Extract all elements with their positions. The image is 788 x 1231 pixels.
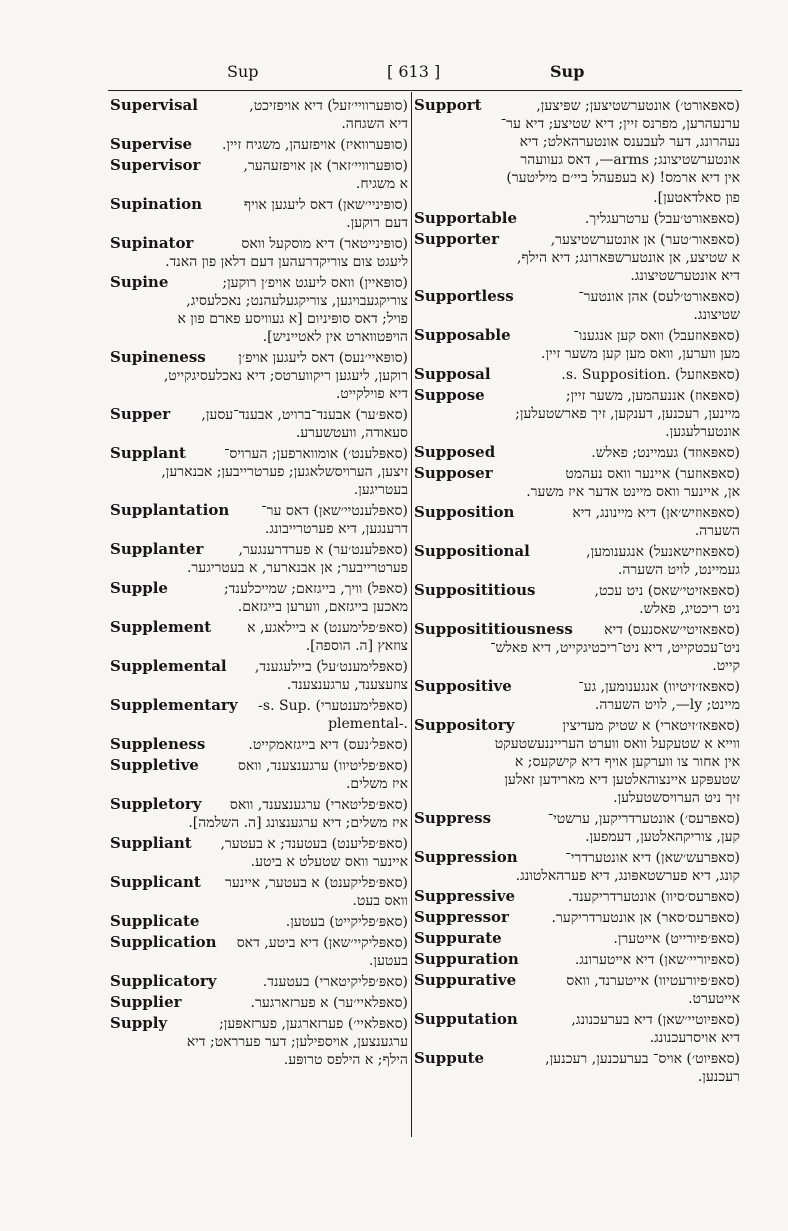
pronunciation-definition: (סאפּיוריי׳שאן) דיא אייטערונג. bbox=[574, 952, 740, 968]
definition-line: בעטריגען. bbox=[353, 482, 408, 498]
definition-line: הילף; א הילפס טרופּע. bbox=[283, 1052, 408, 1068]
definition-line: אין דיא ארמס! (א בעפעהל ביי׳ם מיליטער) bbox=[506, 170, 740, 186]
dictionary-entry bbox=[414, 809, 740, 846]
pronunciation-definition: (סופּיניי׳שאן) דאס ליעגען אויף bbox=[243, 197, 408, 213]
dictionary-entry bbox=[110, 540, 408, 577]
dictionary-entry bbox=[110, 618, 408, 655]
headword: Suppository bbox=[414, 716, 515, 734]
headword: Supinator bbox=[110, 234, 194, 252]
entry-head bbox=[110, 972, 408, 991]
pronunciation-definition: (סופּערוואיז) אויפזעהן, משגיח זיין. bbox=[221, 137, 408, 153]
pronunciation-definition: (סאפּאורט׳לעס) אהן אונטער־ bbox=[578, 289, 740, 305]
entry-head bbox=[414, 950, 740, 969]
entry-head bbox=[110, 234, 408, 253]
dictionary-entry bbox=[110, 348, 408, 403]
dictionary-entry bbox=[110, 405, 408, 442]
pronunciation-definition: (סאפּאורט׳עבל) ערטרעגליך. bbox=[584, 211, 740, 227]
headword: Supplicate bbox=[110, 912, 200, 930]
definition-line: ניט־עכטקייט, דיא ניט־ריכטיגקייט, דיא פאלש־ bbox=[490, 640, 740, 656]
pronunciation-definition: (סאפּלאיי׳) פערזארגען, פערזאפּען; bbox=[219, 1016, 408, 1032]
pronunciation-definition: (סאפּאזיטי׳שאס) ניט עכט, bbox=[594, 583, 740, 599]
entry-head bbox=[110, 873, 408, 892]
entry-head bbox=[414, 542, 740, 561]
dictionary-entry bbox=[110, 657, 408, 694]
pronunciation-definition: (סאפּ׳פליענט) בעטענד; א בעטער, bbox=[220, 836, 408, 852]
definition-line: אונטערלעגען. bbox=[665, 424, 740, 440]
pronunciation-definition: (סאפּאוזער) איינער וואס נעהמט bbox=[565, 466, 740, 482]
pronunciation-definition: (סאפּאוזיש׳אן) דיא מיינונג, דיא bbox=[572, 505, 740, 521]
definition-line: איז משלים; דיא ערגענצונג [ה. השלמה]. bbox=[188, 815, 408, 831]
dictionary-entry bbox=[414, 503, 740, 540]
right-column bbox=[414, 96, 740, 1136]
headword: Supervisor bbox=[110, 156, 201, 174]
definition-line: ליעגט צום צוריקדרעהען דעם דלאן פון האנד. bbox=[165, 254, 408, 270]
pronunciation-definition: (סאפּאוזישאנעל) אנגענומען, bbox=[586, 544, 740, 560]
headword: Suppressor bbox=[414, 908, 509, 926]
pronunciation-definition: (סאפּאזיטי׳שאסנעס) דיא bbox=[604, 622, 740, 638]
headword: Supplicant bbox=[110, 873, 201, 891]
entry-head bbox=[110, 735, 408, 754]
entry-head bbox=[110, 405, 408, 424]
headword: Supplemental bbox=[110, 657, 227, 675]
definition-line: פון סאלדאטען]. bbox=[653, 190, 740, 206]
dictionary-entry bbox=[414, 971, 740, 1008]
header-left-guide-word: Sup bbox=[227, 62, 259, 81]
headword: Supper bbox=[110, 405, 171, 423]
dictionary-entry bbox=[414, 209, 740, 228]
definition-line: פויל; דאס סופּיניום [א געוויסע פארם פון א bbox=[177, 311, 408, 327]
headword: Suppression bbox=[414, 848, 518, 866]
definition-line: קייט. bbox=[712, 658, 740, 674]
entry-head bbox=[414, 443, 740, 462]
pronunciation-definition: (סאפּרעש׳שאן) דיא אונטערדרי־ bbox=[565, 850, 740, 866]
entry-head bbox=[110, 933, 408, 952]
definition-line: מען ווערען, וואס מען קען משער זיין. bbox=[541, 346, 740, 362]
dictionary-entry bbox=[110, 1014, 408, 1069]
headword: Supervisal bbox=[110, 96, 198, 114]
pronunciation-definition: (סאפּליקיי׳שאן) דיא ביטע, דאס bbox=[236, 935, 408, 951]
entry-head bbox=[414, 209, 740, 228]
entry-head bbox=[110, 273, 408, 292]
definition-line: דיא השגחה. bbox=[341, 116, 408, 132]
headword: Supine bbox=[110, 273, 169, 291]
entry-head bbox=[110, 96, 408, 115]
definition-line: רעכנען. bbox=[697, 1069, 740, 1085]
column-divider bbox=[411, 92, 412, 1137]
headword: Supposition bbox=[414, 503, 515, 521]
definition-line: הויפּטווארט אין לאטייניש]. bbox=[262, 329, 408, 345]
definition-line: ווייא א שטעקעל וואס ווערט הערייננעשטעקט bbox=[494, 736, 740, 752]
entry-head bbox=[110, 348, 408, 367]
headword: Suppositional bbox=[414, 542, 530, 560]
dictionary-entry bbox=[110, 972, 408, 991]
headword: Suppositive bbox=[414, 677, 512, 695]
headword: Supplantation bbox=[110, 501, 230, 519]
headword: Suppressive bbox=[414, 887, 516, 905]
header-rule bbox=[108, 90, 742, 91]
definition-line: וואס בעט. bbox=[352, 893, 408, 909]
page-number: [ 613 ] bbox=[387, 62, 441, 81]
definition-line: סעאודה, וועטשערע. bbox=[295, 425, 408, 441]
entry-head bbox=[110, 795, 408, 814]
headword: Suppurative bbox=[414, 971, 517, 989]
dictionary-entry bbox=[110, 795, 408, 832]
headword: Supineness bbox=[110, 348, 206, 366]
entry-head bbox=[414, 326, 740, 345]
dictionary-entry bbox=[414, 950, 740, 969]
headword: Supplementary bbox=[110, 696, 238, 714]
definition-line: דיא אונטערשטיצונג. bbox=[630, 268, 740, 284]
definition-line: מאכען בייגזאם, ווערען בייגזאם. bbox=[237, 599, 408, 615]
pronunciation-definition: (סאפּיוטיי׳שאן) דיא בערעכנונג, bbox=[571, 1012, 740, 1028]
dictionary-entry bbox=[110, 195, 408, 232]
pronunciation-definition: (סאפּ׳פליקיטארי) בעטענד. bbox=[262, 974, 408, 990]
entry-head bbox=[414, 96, 740, 115]
dictionary-entry bbox=[110, 501, 408, 538]
definition-line: פערטרייבער; אן אבנארער, א בעטריגער. bbox=[186, 560, 408, 576]
definition-line: איז משלים. bbox=[345, 776, 408, 792]
headword: Supplanter bbox=[110, 540, 204, 558]
entry-head bbox=[414, 464, 740, 483]
entry-head bbox=[414, 1010, 740, 1029]
pronunciation-definition: (סאפּ׳ער) אבענד־ברויט, אבענד־עסען, bbox=[201, 407, 408, 423]
entry-head bbox=[414, 581, 740, 600]
pronunciation-definition: (סאפּאורט׳) אונטערשטיצען; שפּיצען, bbox=[536, 98, 740, 114]
pronunciation-definition: (סאפּיוט׳) אויס־ בערעכנען, רעכנען, bbox=[545, 1051, 740, 1067]
headword: Suppletive bbox=[110, 756, 199, 774]
entry-head bbox=[414, 503, 740, 522]
pronunciation-definition: (סאפּאז׳זיטיוו) אנגענומען, גע־ bbox=[578, 679, 740, 695]
entry-head bbox=[414, 287, 740, 306]
dictionary-entry bbox=[110, 579, 408, 616]
headword: Suppletory bbox=[110, 795, 202, 813]
entry-head bbox=[110, 501, 408, 520]
headword: Suppliant bbox=[110, 834, 192, 852]
definition-line: אן, איינער וואס מיינט אדער איז משער. bbox=[526, 484, 740, 500]
entry-head bbox=[110, 696, 408, 715]
entry-head bbox=[414, 677, 740, 696]
headword: Supposer bbox=[414, 464, 493, 482]
entry-head bbox=[110, 444, 408, 463]
definition-line: מיינט; ly—, לויט השערה. bbox=[594, 697, 740, 713]
headword: Supination bbox=[110, 195, 203, 213]
entry-head bbox=[414, 887, 740, 906]
entry-head bbox=[110, 912, 408, 931]
dictionary-entry bbox=[110, 993, 408, 1012]
pronunciation-definition: (סאפּרעס׳סאר) אן אונטערדריקער. bbox=[551, 910, 740, 926]
entry-head bbox=[110, 195, 408, 214]
dictionary-entry bbox=[414, 386, 740, 441]
pronunciation-definition: (סאפּלענטיי׳שאן) דאס ער־ bbox=[261, 503, 408, 519]
definition-line: נעהרונג, דער לעבענס אונטערהאלט; דיא bbox=[519, 134, 740, 150]
definition-line: רוקען, ליעגען ריקווערטס; דיא נאכלעסיגקייט, bbox=[163, 368, 408, 384]
dictionary-entry bbox=[414, 96, 740, 187]
dictionary-entry bbox=[110, 696, 408, 733]
definition-line: צוזעצענד, ערגענצענד. bbox=[286, 677, 408, 693]
headword: Supportless bbox=[414, 287, 514, 305]
headword: Suppress bbox=[414, 809, 492, 827]
dictionary-entry bbox=[414, 677, 740, 714]
pronunciation-definition: (סאפּרעס׳סיוו) אונטערדריקענד. bbox=[567, 889, 740, 905]
pronunciation-definition: (סאפּלענט׳) אומווארפען; הערויס־ bbox=[224, 446, 408, 462]
pronunciation-definition: (סאפּ׳פליטיוו) ערגענצענד, וואס bbox=[237, 758, 408, 774]
page-header bbox=[112, 60, 740, 90]
dictionary-entry bbox=[110, 135, 408, 154]
definition-line: אייטערט. bbox=[688, 991, 740, 1007]
entry-head bbox=[110, 579, 408, 598]
entry-head bbox=[414, 809, 740, 828]
dictionary-entry bbox=[414, 716, 740, 807]
dictionary-entry bbox=[414, 443, 740, 462]
pronunciation-definition: (סאפּל׳נעס) דיא בייגזאמקייט. bbox=[248, 737, 408, 753]
dictionary-entry bbox=[414, 365, 740, 384]
dictionary-entry bbox=[110, 933, 408, 970]
entry-head bbox=[414, 716, 740, 735]
definition-line: מיינען, רעכנען, דענקען, זיך פארשטעלען; bbox=[515, 406, 740, 422]
headword: Suppute bbox=[414, 1049, 485, 1067]
entry-head bbox=[414, 365, 740, 384]
headword: Supposable bbox=[414, 326, 511, 344]
pronunciation-definition: (סופּאיין) וואס ליעגט אויפ׳ן רוקען; bbox=[222, 275, 408, 291]
definition-line: שטיצונג. bbox=[693, 307, 740, 323]
headword: Supposed bbox=[414, 443, 496, 461]
headword: Supporter bbox=[414, 230, 499, 248]
entry-head bbox=[110, 1014, 408, 1033]
entry-head bbox=[414, 908, 740, 927]
dictionary-entry bbox=[414, 848, 740, 885]
dictionary-entry bbox=[110, 873, 408, 910]
entry-head bbox=[414, 386, 740, 405]
pronunciation-definition: (סאפּל) וויך, בייגזאם; שמייכלענד; bbox=[223, 581, 408, 597]
headword: Supportable bbox=[414, 209, 518, 227]
entry-head bbox=[110, 618, 408, 637]
definition-line: א משגיח. bbox=[355, 176, 408, 192]
definition-line: אין אחור צו ווערקען אויף דיא קישקעס; א bbox=[514, 754, 740, 770]
dictionary-entry bbox=[414, 464, 740, 501]
entry-head bbox=[414, 1049, 740, 1068]
definition-line: צוזאץ [ה. הוספה]. bbox=[305, 638, 408, 654]
headword: Supplement bbox=[110, 618, 212, 636]
definition-line: דעם רוקען. bbox=[346, 215, 408, 231]
entry-head bbox=[110, 540, 408, 559]
dictionary-entry bbox=[414, 542, 740, 579]
entry-head bbox=[110, 135, 408, 154]
pronunciation-definition: (סופּאיי׳נעס) דאס ליעגען אויפ׳ן bbox=[238, 350, 408, 366]
dictionary-entry bbox=[414, 620, 740, 675]
pronunciation-definition: (סופּערוויי׳זאר) אן אויפזעהער, bbox=[243, 158, 408, 174]
left-column bbox=[110, 96, 408, 1136]
dictionary-entry bbox=[414, 230, 740, 285]
definition-line: ניט ריכטיג, פאלש. bbox=[639, 601, 740, 617]
pronunciation-definition: (סאפּאז׳זיטארי) א שטיק מעדיצין bbox=[562, 718, 740, 734]
entry-head bbox=[110, 993, 408, 1012]
entry-head bbox=[414, 971, 740, 990]
headword: Supervise bbox=[110, 135, 193, 153]
dictionary-entry bbox=[110, 96, 408, 133]
dictionary-entry bbox=[414, 887, 740, 906]
headword: Supputation bbox=[414, 1010, 518, 1028]
entry-head bbox=[110, 756, 408, 775]
pronunciation-definition: (סאפּאוזד) געמיינט; פאלש. bbox=[591, 445, 740, 461]
definition-line: געמיינט, לויט השערה. bbox=[617, 562, 740, 578]
definition-line: ערגענצען, אויספילען; דער פערראט; דיא bbox=[186, 1034, 408, 1050]
pronunciation-definition: (סאפּלימענטערי) .s. Sup- bbox=[258, 698, 408, 714]
dictionary-entry bbox=[110, 234, 408, 271]
definition-line: זיך ניט הערויסשטעלען. bbox=[613, 790, 740, 806]
dictionary-entry bbox=[110, 834, 408, 871]
entry-head bbox=[110, 834, 408, 853]
dictionary-entry bbox=[110, 735, 408, 754]
definition-line: א שטיצע, אן אונטערשפּארונג; דיא הילף, bbox=[517, 250, 740, 266]
dictionary-entry bbox=[110, 273, 408, 346]
entry-head bbox=[414, 848, 740, 867]
headword: Suppuration bbox=[414, 950, 519, 968]
header-right-guide-word: Sup bbox=[550, 62, 585, 81]
headword: Suppurate bbox=[414, 929, 502, 947]
definition-line: דרענגען, דיא פערטרייבונג. bbox=[264, 521, 408, 537]
dictionary-entry bbox=[414, 929, 740, 948]
headword: Supply bbox=[110, 1014, 168, 1032]
pronunciation-definition: (סאפּאוזעבל) וואס קען אנגענו־ bbox=[573, 328, 740, 344]
definition-line: שטעפּקע איינצוהאלטען דיא מארידען זאלען bbox=[504, 772, 740, 788]
pronunciation-definition: (סאפּ׳פיורייט) אייטערן. bbox=[613, 931, 740, 947]
pronunciation-definition: (סאפּלימענט׳על) ביילעגענד, bbox=[254, 659, 408, 675]
pronunciation-definition: (סאפּאור׳טער) אן אונטערשטיצער, bbox=[550, 232, 740, 248]
entry-head bbox=[110, 657, 408, 676]
headword: Supplant bbox=[110, 444, 186, 462]
headword: Supposititiousness bbox=[414, 620, 573, 638]
definition-line: בעטען. bbox=[368, 953, 408, 969]
pronunciation-definition: (סאפּלענט׳ער) א פערדרענגער, bbox=[238, 542, 408, 558]
definition-line: איינער וואס שטעלט א ביטע. bbox=[250, 854, 408, 870]
dictionary-entry bbox=[414, 326, 740, 363]
pronunciation-definition: (סאפּאוזעל) .s. Supposition. bbox=[561, 367, 740, 383]
pronunciation-definition: (סאפּרעס׳) אונטערדריקען, ערשטי־ bbox=[547, 811, 740, 827]
dictionary-entry bbox=[414, 287, 740, 324]
dictionary-entry bbox=[414, 1010, 740, 1047]
pronunciation-definition: (סאפּ׳פיורעטיוו) אייטערנד, וואס bbox=[566, 973, 740, 989]
definition-line: השערה. bbox=[694, 523, 740, 539]
headword: Supplication bbox=[110, 933, 217, 951]
dictionary-entry bbox=[414, 908, 740, 927]
dictionary-entry bbox=[414, 189, 740, 207]
headword: Supplier bbox=[110, 993, 182, 1011]
dictionary-entry bbox=[414, 581, 740, 618]
headword: Support bbox=[414, 96, 482, 114]
pronunciation-definition: (סאפּ׳פליקייט) בעטען. bbox=[285, 914, 408, 930]
headword: Suppleness bbox=[110, 735, 206, 753]
definition-line: אונטערשטיצונג; arms—, דאס געוועהר bbox=[520, 152, 740, 168]
pronunciation-definition: (סאפּ׳פליקענט) א בעטער, איינער bbox=[224, 875, 408, 891]
pronunciation-definition: (סאפּ׳פליטארי) ערגענצענד, וואס bbox=[229, 797, 408, 813]
pronunciation-definition: (סאפּלאיי׳ער) א פערזארגער. bbox=[250, 995, 408, 1011]
dictionary-entry bbox=[110, 444, 408, 499]
definition-line: דיא פוילקייט. bbox=[335, 386, 408, 402]
pronunciation-definition: (סאפּ׳פלימענט) א ביילאגע, א bbox=[247, 620, 408, 636]
pronunciation-definition: (סאפּאוז) אננעהמען, משער זיין; bbox=[565, 388, 740, 404]
definition-line: קען, צוריקהאלטען, דעמפען. bbox=[585, 829, 740, 845]
definition-line: צוריקגעבויגען, צוריקגעלעהנט; נאכלעסיג, bbox=[186, 293, 408, 309]
dictionary-entry bbox=[110, 156, 408, 193]
dictionary-entry bbox=[414, 1049, 740, 1086]
entry-head bbox=[110, 156, 408, 175]
headword: Supplicatory bbox=[110, 972, 217, 990]
definition-line: דיא אויסרעכנונג. bbox=[649, 1030, 740, 1046]
definition-line: ערנעהרען, מפרנס זיין; דיא שטיצע; דיא ער־ bbox=[500, 116, 740, 132]
entry-head bbox=[414, 230, 740, 249]
headword: Supple bbox=[110, 579, 168, 597]
entry-head bbox=[414, 620, 740, 639]
definition-line: plemental-. bbox=[328, 716, 408, 732]
pronunciation-definition: (סופּינייטאר) דיא מוסקעל וואס bbox=[241, 236, 408, 252]
headword: Supposititious bbox=[414, 581, 536, 599]
pronunciation-definition: (סופּערוויי׳זעל) דיא אויפזיכט, bbox=[249, 98, 408, 114]
definition-line: קונג, דיא פערשטאפּונג, דיא פערהאלטונג. bbox=[515, 868, 740, 884]
entry-head bbox=[414, 929, 740, 948]
dictionary-entry bbox=[110, 912, 408, 931]
definition-line: זיצען, הערויסשלאגען; פערטרייבען; אבנארען, bbox=[161, 464, 408, 480]
headword: Suppose bbox=[414, 386, 485, 404]
headword: Supposal bbox=[414, 365, 491, 383]
dictionary-entry bbox=[110, 756, 408, 793]
